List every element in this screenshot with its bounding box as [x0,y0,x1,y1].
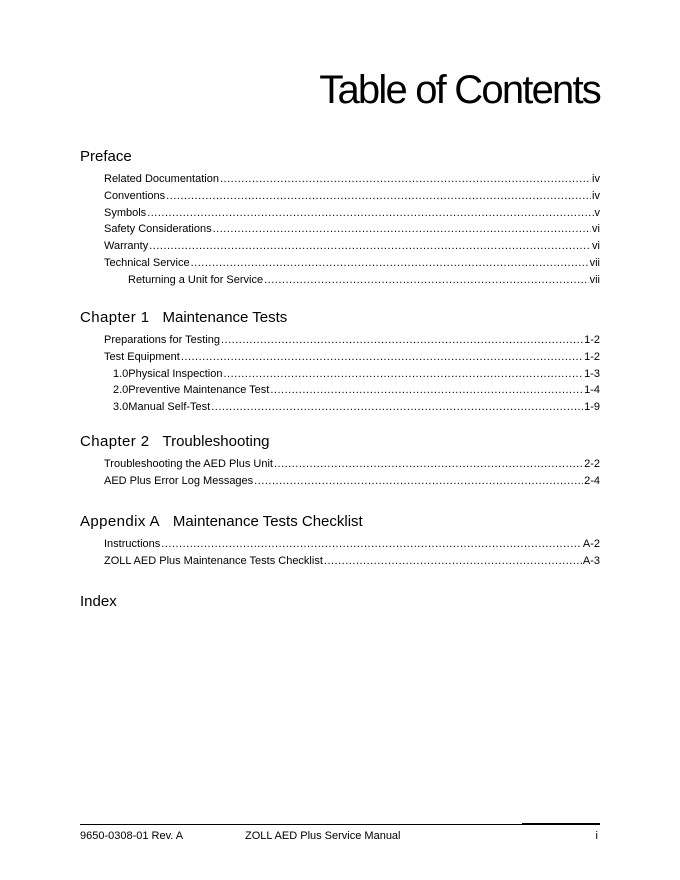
section-heading-appendix-a [80,513,363,531]
footer-page-number: i [595,830,598,842]
toc-list-preface [104,171,600,289]
entry-page: A-3 [582,554,600,567]
entry-title: AED Plus Error Log Messages [104,474,254,487]
dot-leader [161,536,582,553]
page-title: Table of Contents [319,68,600,112]
entry-title: Physical Inspection [128,367,223,380]
entry-title: Test Equipment [104,350,180,363]
toc-entry[interactable] [104,456,600,473]
entry-title: Returning a Unit for Service [128,273,264,286]
toc-entry[interactable] [104,473,600,490]
toc-list-appendix-a [104,536,600,570]
toc-entry[interactable] [104,332,600,349]
entry-page: vii [589,273,600,286]
dot-leader [223,366,583,383]
footer-rule-accent [522,823,600,825]
toc-entry[interactable] [104,536,600,553]
dot-leader [181,349,583,366]
entry-title: Manual Self-Test [128,401,211,414]
dot-leader [149,238,591,255]
entry-title: Symbols [104,206,147,219]
entry-title: ZOLL AED Plus Maintenance Tests Checklist [104,554,323,567]
entry-title: Troubleshooting the AED Plus Unit [104,458,273,470]
section-title: Maintenance Tests Checklist [172,513,363,530]
toc-entry-numbered[interactable] [104,382,600,399]
section-heading-preface [80,148,132,166]
section-title: Index [80,593,117,610]
entry-page: vi [592,223,600,236]
section-heading-chapter-2 [80,433,270,451]
toc-list-chapter-1 [104,332,600,416]
toc-entry-numbered[interactable] [104,366,600,383]
entry-number: 3.0 [113,401,129,414]
dot-leader [221,332,583,349]
entry-page: A-2 [582,538,600,550]
entry-page: 1-4 [584,384,600,397]
entry-page: 1-3 [584,367,600,380]
dot-leader [264,272,588,289]
entry-title: Preparations for Testing [104,334,220,346]
section-title: Preface [80,148,132,165]
toc-entry[interactable] [104,349,600,366]
footer-manual-title: ZOLL AED Plus Service Manual [245,830,401,842]
dot-leader [270,382,583,399]
entry-page: 1-9 [584,401,600,414]
entry-page: 1-2 [584,350,600,363]
entry-page: vi [592,240,600,253]
dot-leader [213,221,591,238]
toc-entry[interactable] [104,553,600,570]
toc-entry-numbered[interactable] [104,399,600,416]
toc-entry[interactable] [104,171,600,188]
toc-subentry[interactable] [104,272,600,289]
entry-number: 2.0 [113,384,129,397]
dot-leader [147,205,593,222]
entry-number: 1.0 [113,367,129,380]
entry-title: Preventive Maintenance Test [128,384,270,397]
entry-title: Instructions [104,538,161,550]
section-heading-index[interactable] [80,593,117,611]
entry-page: 2-2 [584,458,600,470]
toc-entry[interactable] [104,188,600,205]
footer-doc-number: 9650-0308-01 Rev. A [80,830,184,842]
dot-leader [324,553,582,570]
toc-entry[interactable] [104,205,600,222]
section-heading-chapter-1 [80,309,287,327]
section-label: Appendix A [80,513,160,530]
entry-title: Technical Service [104,256,190,269]
toc-entry[interactable] [104,221,600,238]
dot-leader [191,255,589,272]
dot-leader [166,188,591,205]
entry-title: Conventions [104,189,166,202]
section-label: Chapter 1 [80,309,150,326]
dot-leader [211,399,583,416]
toc-entry[interactable] [104,255,600,272]
toc-list-chapter-2 [104,456,600,490]
entry-page: iv [592,173,600,185]
section-title: Troubleshooting [162,433,270,450]
dot-leader [220,171,591,188]
entry-title: Related Documentation [104,173,219,185]
footer-rule [80,824,600,825]
entry-page: iv [592,189,600,202]
entry-page: 2-4 [584,474,600,487]
entry-title: Safety Considerations [104,223,212,236]
entry-page: v [594,206,600,219]
dot-leader [254,473,583,490]
section-title: Maintenance Tests [162,309,288,326]
entry-title: Warranty [104,240,149,253]
section-label: Chapter 2 [80,433,150,450]
dot-leader [274,456,583,473]
entry-page: 1-2 [584,334,600,346]
toc-entry[interactable] [104,238,600,255]
entry-page: vii [589,256,600,269]
